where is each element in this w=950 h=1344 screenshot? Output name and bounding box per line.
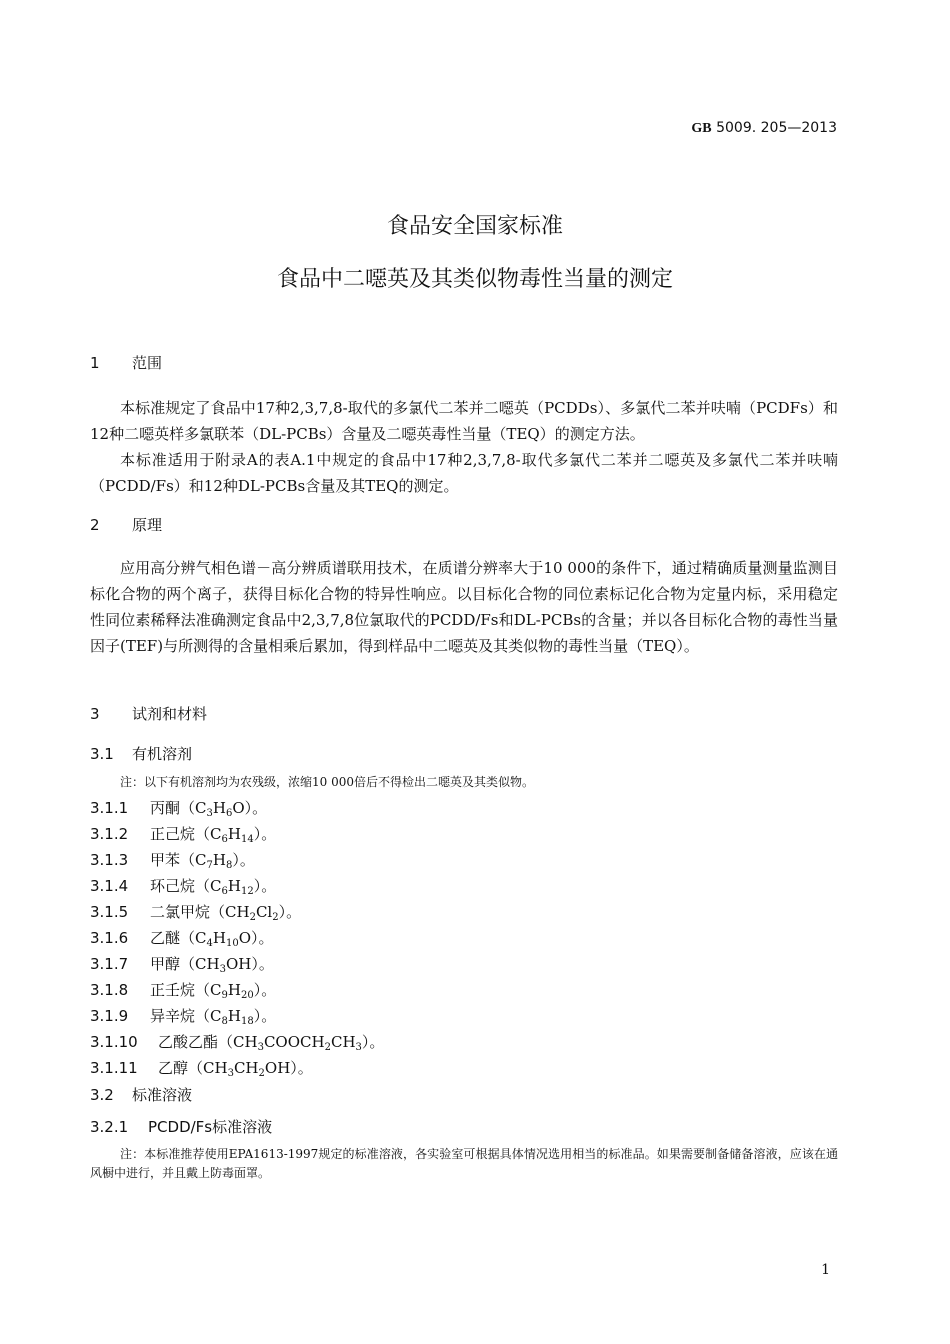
item-number: 3.1.11 [90,1059,138,1077]
standard-solution-note: 注：本标准推荐使用EPA1613-1997规定的标准溶液，各实验室可根据具体情况选用相当的标准品。如果需要制备储备溶液，应该在通风橱中进行，并且戴上防毒面罩。 [90,1147,838,1180]
item-number: 3.1.6 [90,929,129,947]
solvent-name: 异辛烷（ [150,1007,211,1025]
chemical-formula: $C_6H_{14}$ [210,825,254,845]
chemical-formula: $CH_3OH$ [195,955,252,975]
solvent-item [90,953,274,975]
section-3-2-1-heading [90,1116,272,1137]
solvent-name: 甲醇（ [150,955,196,973]
section-3-heading [90,703,207,724]
item-number: 3.1.5 [90,903,129,921]
solvent-name: 乙醇（ [158,1059,204,1077]
section-title: PCDD/Fs标准溶液 [148,1118,273,1136]
item-number: 3.1.1 [90,799,129,817]
closing-punctuation: ）。 [361,1033,385,1051]
solvent-name: 正己烷（ [150,825,211,843]
section-title: 有机溶剂 [132,745,193,763]
item-number: 3.1.7 [90,955,129,973]
section-1-paragraph-1: 本标准规定了食品中17种2,3,7,8-取代的多氯代二苯并二噁英（PCDDs）、多氯代二苯并呋喃（PCDFs）和12种二噁英样多氯联苯（DL-PCBs）含量及二噁英毒性当量（TEQ）的测定方法。 [90,399,838,443]
section-number: 3 [90,705,100,723]
solvent-item [90,1031,384,1053]
chemical-formula: $C_6H_{12}$ [210,877,254,897]
item-number: 3.1.3 [90,851,129,869]
chemical-formula: $C_3H_6O$ [195,799,245,819]
item-number: 3.1.9 [90,1007,129,1025]
chemical-formula: $C_9H_{20}$ [210,981,254,1001]
section-title: 标准溶液 [132,1086,193,1104]
section-title: 原理 [132,516,163,534]
solvent-item [90,849,255,871]
section-title: 范围 [132,354,163,372]
solvent-item [90,875,276,897]
section-3-1-heading [90,743,192,764]
chemical-formula: $CH_2Cl_2$ [225,903,279,923]
closing-punctuation: ）。 [253,1007,277,1025]
solvent-name: 乙醚（ [150,929,196,947]
solvent-item [90,927,274,949]
standard-code [691,120,837,137]
standard-title: 食品安全国家标准 [386,214,563,239]
solvent-note: 注：以下有机溶剂均为农残级，浓缩10 000倍后不得检出二噁英及其类似物。 [120,775,534,789]
section-number: 2 [90,516,100,534]
section-1-paragraph-2: 本标准适用于附录A的表A.1中规定的食品中17种2,3,7,8-取代多氯代二苯并二噁英及多氯代二苯并呋喃（PCDD/Fs）和12种DL-PCBs含量及其TEQ的测定。 [90,451,838,495]
closing-punctuation: ）。 [232,851,255,869]
closing-punctuation: ）。 [290,1059,313,1077]
document-title: 食品中二噁英及其类似物毒性当量的测定 [276,267,673,292]
section-2-paragraph: 应用高分辨气相色谱－高分辨质谱联用技术，在质谱分辨率大于10 000的条件下，通过精确质量测量监测目标化合物的两个离子，获得目标化合物的特异性响应。以目标化合物的同位素标记化合物为定量内标，采用稳定性同位素稀释法准确测定食品中2,3,7,8位氯取代的PCDD/Fs和DL-PCBs的含量；并以各目标化合物的毒性当量因子(TEF)与所测得的含量相乘后累加，得到样品中二噁英及其类似物的毒性当量（TEQ）。 [90,559,838,655]
solvent-item [90,1005,276,1027]
item-number: 3.1.8 [90,981,129,999]
section-number: 3.1 [90,745,114,763]
solvent-item [90,823,276,845]
section-number: 3.2.1 [90,1118,129,1136]
item-number: 3.1.2 [90,825,129,843]
chemical-formula: $C_8H_{18}$ [210,1007,254,1027]
solvent-name: 环己烷（ [150,877,211,895]
closing-punctuation: ）。 [278,903,302,921]
closing-punctuation: ）。 [244,799,268,817]
closing-punctuation: ）。 [251,929,274,947]
standard-code-prefix: GB [691,121,712,136]
closing-punctuation: ）。 [253,981,277,999]
solvent-name: 二氯甲烷（ [150,903,226,921]
section-number: 1 [90,354,100,372]
solvent-item [90,979,276,1001]
chemical-formula: $C_4H_{10}O$ [195,929,252,949]
chemical-formula: $CH_3COOCH_2CH_3$ [233,1033,362,1053]
chemical-formula: $CH_3CH_2OH$ [203,1059,291,1079]
chemical-formula: $C_7H_8$ [195,851,233,871]
page-number: 1 [821,1262,830,1278]
section-title: 试剂和材料 [132,705,208,723]
section-number: 3.2 [90,1086,114,1104]
solvent-name: 正壬烷（ [150,981,211,999]
item-number: 3.1.4 [90,877,129,895]
section-1-heading [90,352,162,373]
solvent-item [90,797,267,819]
closing-punctuation: ）。 [253,877,277,895]
closing-punctuation: ）。 [253,825,277,843]
closing-punctuation: ）。 [251,955,274,973]
section-2-heading [90,514,162,535]
item-number: 3.1.10 [90,1033,138,1051]
standard-code-number: 5009. 205—2013 [711,120,837,136]
solvent-name: 甲苯（ [150,851,196,869]
solvent-name: 丙酮（ [150,799,196,817]
section-3-2-heading [90,1084,192,1105]
solvent-name: 乙酸乙酯（ [158,1033,234,1051]
solvent-item [90,1057,313,1079]
solvent-item [90,901,301,923]
